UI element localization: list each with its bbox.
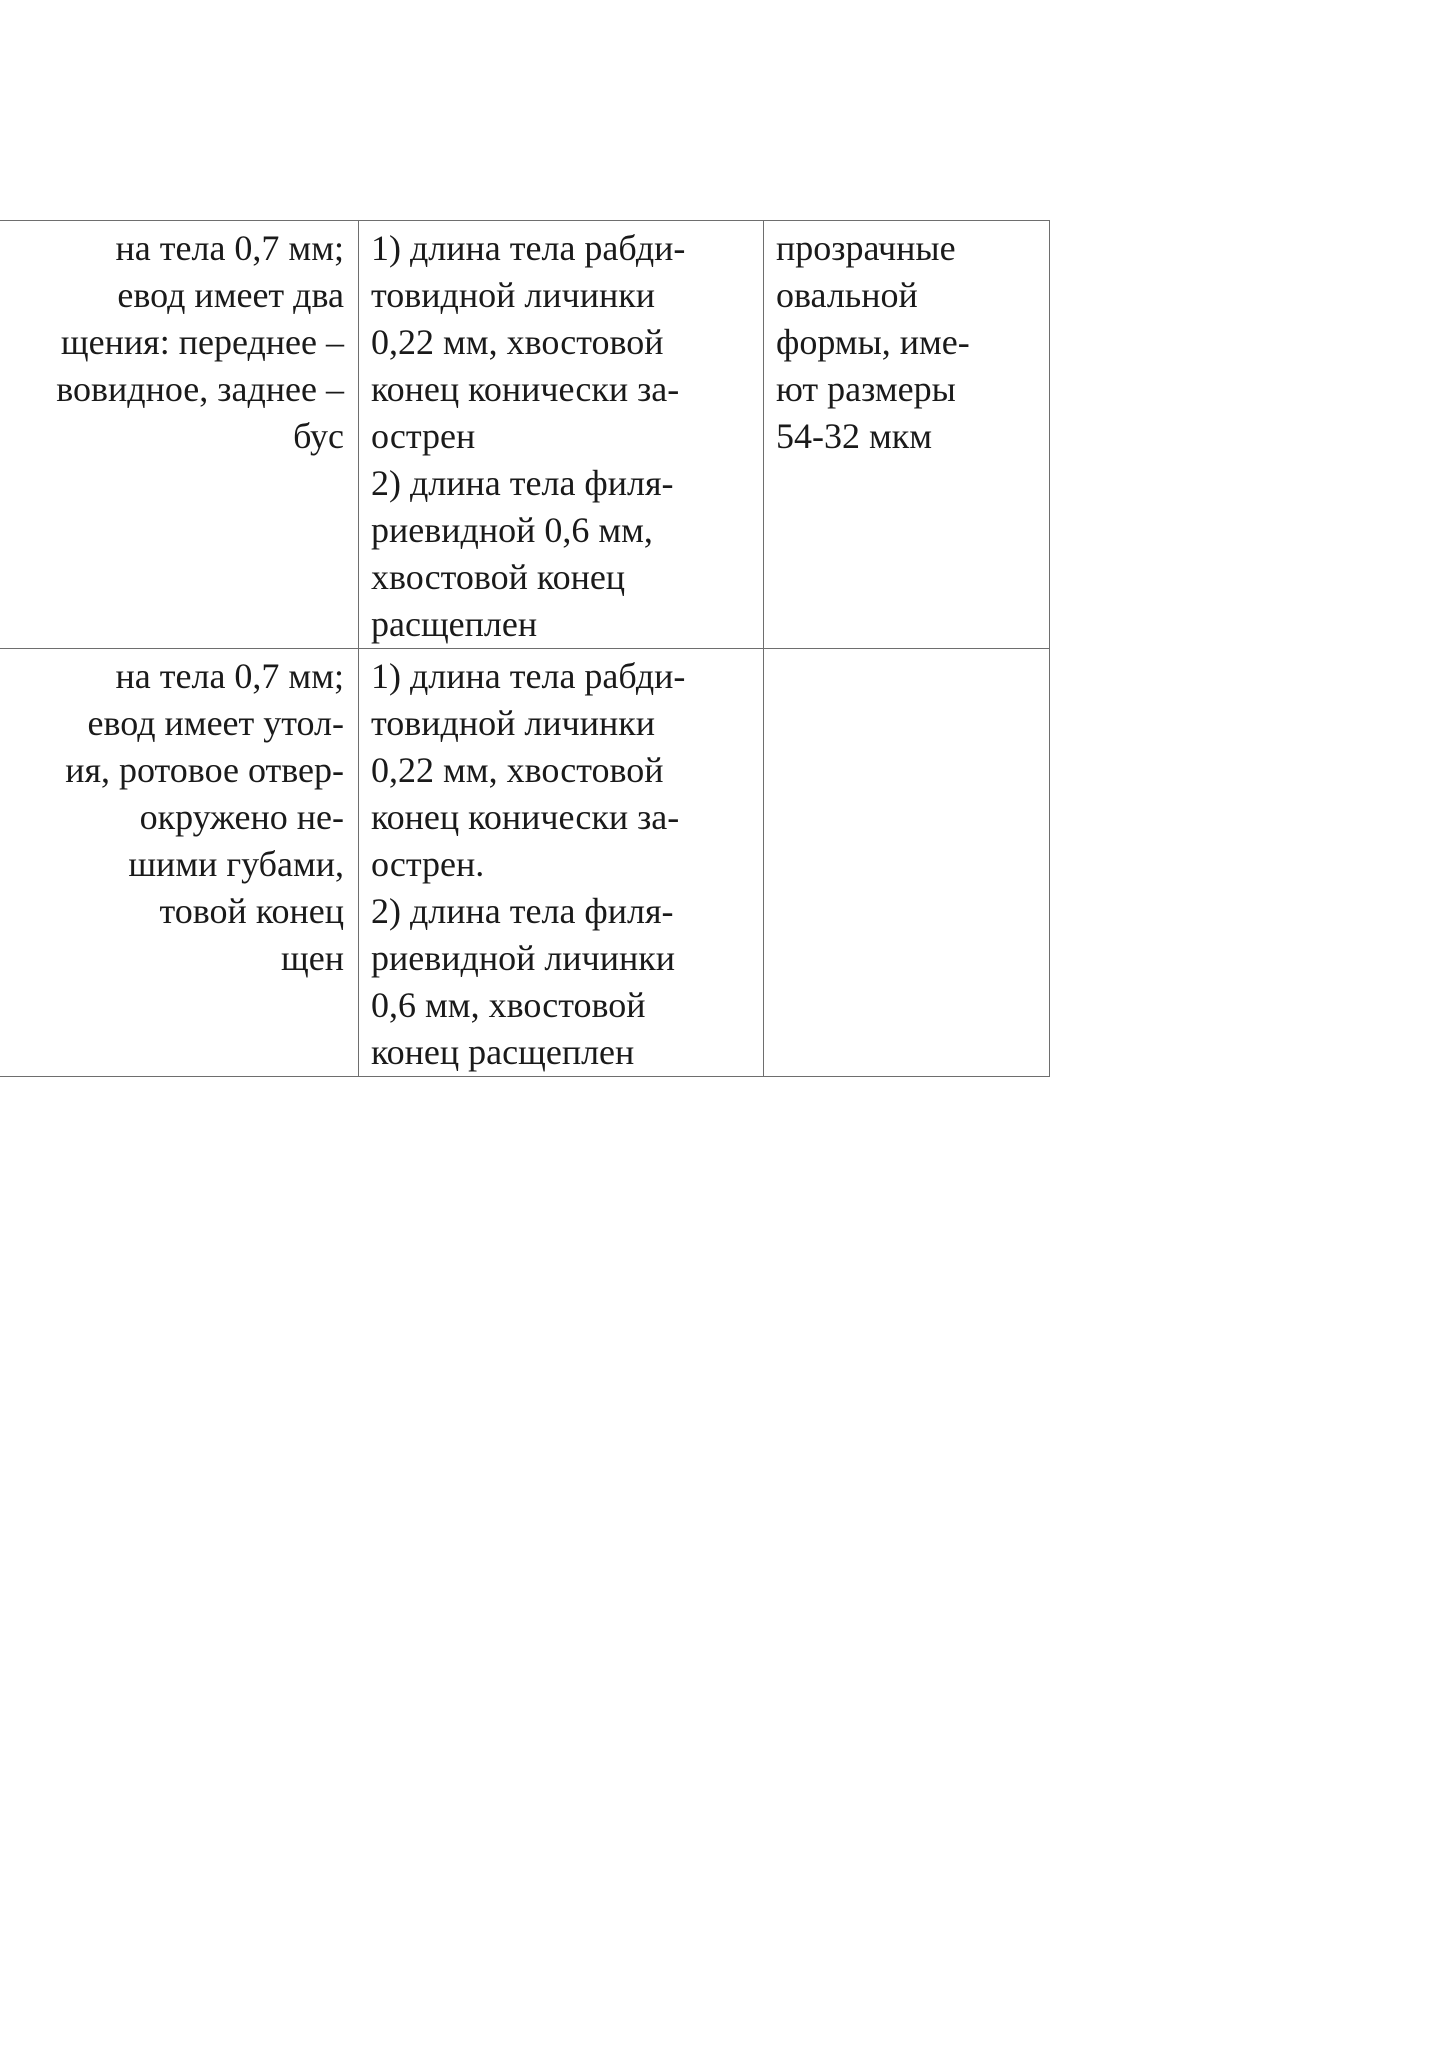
table-cell-egg-description: [764, 649, 1050, 1077]
description-table: [0, 220, 1050, 1077]
table-cell-larva-description: 1) длина тела рабди- товидной личинки 0,22 мм, хвостовой конец конически за- острен. 2) длина тела филя- риевидной личинки 0,6 мм, хвостовой конец расщеплен: [359, 649, 764, 1077]
table-cell-egg-description: прозрачные овальной формы, име- ют размеры 54-32 мкм: [764, 221, 1050, 649]
table-row: [0, 649, 1050, 1077]
table-cell-body-description: на тела 0,7 мм; евод имеет утол- ия, ротовое отвер- окружено не- шими губами, товой конец щен: [0, 649, 359, 1077]
table-cell-larva-description: 1) длина тела рабди- товидной личинки 0,22 мм, хвостовой конец конически за- острен 2) длина тела филя- риевидной 0,6 мм, хвостовой конец расщеплен: [359, 221, 764, 649]
table-cell-body-description: на тела 0,7 мм; евод имеет два щения: переднее – вовидное, заднее – бус: [0, 221, 359, 649]
table-row: [0, 221, 1050, 649]
